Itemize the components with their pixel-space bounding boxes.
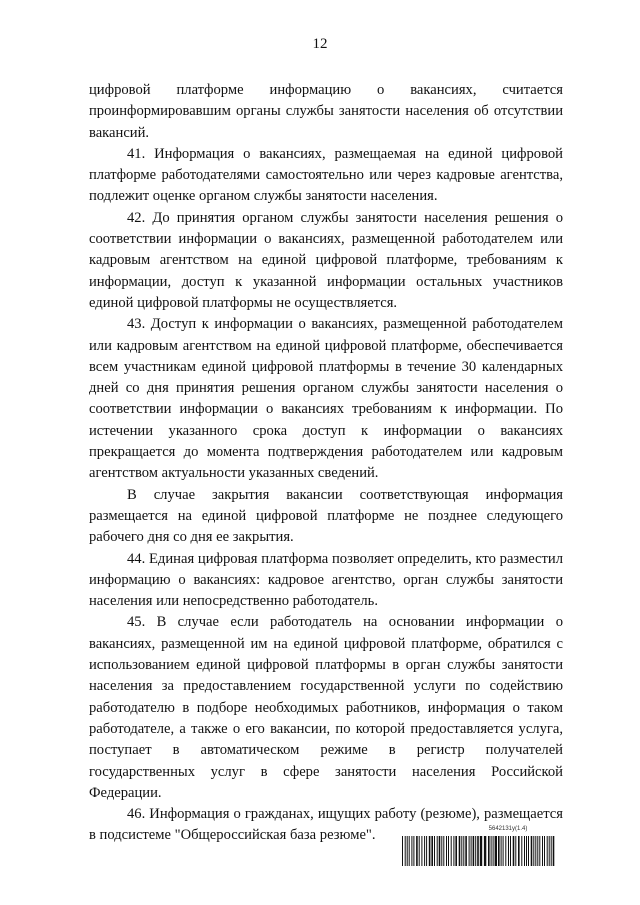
paragraph-46: 46. Информация о гражданах, ищущих работу (резюме), размещается в подсистеме "Общероссийская база резюме".: [89, 806, 563, 844]
paragraph-44: 44. Единая цифровая платформа позволяет определить, кто разместил информацию о вакансиях: кадровое агентство, орган службы занятости населения или непосредственно работодатель.: [89, 550, 563, 610]
barcode-icon: [402, 836, 556, 866]
paragraph-continuation: цифровой платформе информацию о вакансиях, считается проинформировавшим органы службы занятости населения об отсутствии вакансий.: [89, 82, 563, 141]
paragraph-42: 42. До принятия органом службы занятости населения решения о соответствии информации о вакансиях, размещенной работодателем или кадровым агентством на единой цифровой платформе, требованиям к информации, доступ к указанной информации остальных участников единой цифровой платформы не осуществляется.: [89, 209, 563, 311]
paragraph-41: 41. Информация о вакансиях, размещаемая на единой цифровой платформе работодателями самостоятельно или через кадровые агентства, подлежит оценке органом службы занятости населения.: [89, 145, 563, 205]
paragraph-43-closing: В случае закрытия вакансии соответствующая информация размещается на единой цифровой платформе не позднее следующего рабочего дня со дня ее закрытия.: [89, 486, 563, 546]
paragraph-45: 45. В случае если работодатель на основании информации о вакансиях, размещенной им на единой цифровой платформе, обратился с использованием единой цифровой платформы в орган службы занятости населения за предоставлением государственной услуги по содействию работодателю в подборе необходимых работников, информация о таком работодателе, а также о его вакансии, по которой предоставляется услуга, поступает в автоматическом режиме в регистр получателей государственных услуг в сфере занятости населения Российской Федерации.: [89, 614, 563, 801]
paragraph-43: 43. Доступ к информации о вакансиях, размещенной работодателем или кадровым агентством на единой цифровой платформе, обеспечивается всем участникам единой цифровой платформы в течение 30 календарных дней со дня принятия решения органом службы занятости населения о соответствии информации о вакансиях требованиям к информации. По истечении указанного срока доступ к информации о вакансиях прекращается до момента подтверждения работодателем или кадровым агентством актуальности указанных сведений.: [89, 316, 563, 482]
document-body: [89, 80, 563, 847]
page-number: 12: [312, 36, 328, 52]
document-code: 5642131у(1.4): [488, 826, 528, 832]
